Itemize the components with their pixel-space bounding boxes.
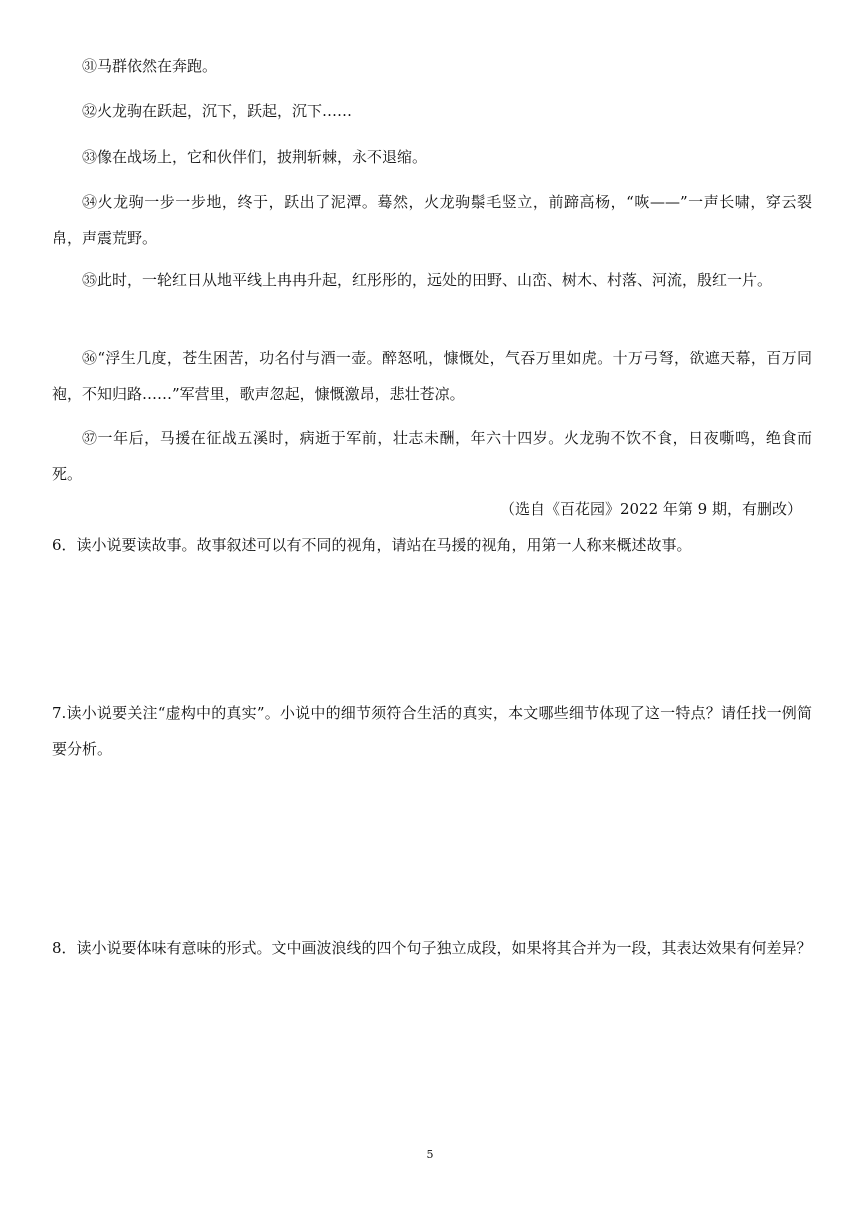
question-7: 7.读小说要关注“虚构中的真实”。小说中的细节须符合生活的真实，本文哪些细节体现了这一特点？请任找一例简要分析。 (52, 704, 812, 758)
passage-paragraph-32: ㉜火龙驹在跃起，沉下，跃起，沉下…… (82, 102, 353, 120)
passage-paragraph-35: ㉟此时，一轮红日从地平线上冉冉升起，红彤彤的，远处的田野、山峦、树木、村落、河流，殷红一片。 (82, 271, 773, 289)
passage-paragraph-33: ㉝像在战场上，它和伙伴们，披荆斩棘，永不退缩。 (82, 148, 428, 166)
question-8: 8．读小说要体味有意味的形式。文中画波浪线的四个句子独立成段，如果将其合并为一段，其表达效果有何差异？ (52, 939, 812, 957)
passage-paragraph-36: ㊱“浮生几度，苍生困苦，功名付与酒一壶。醉怒吼，慷慨处，气吞万里如虎。十万弓弩，欲遮天幕，百万同袍，不知归路……”军营里，歌声忽起，慷慨激昂，悲壮苍凉。 (52, 349, 812, 403)
passage-paragraph-34: ㉞火龙驹一步一步地，终于，跃出了泥潭。蓦然，火龙驹鬃毛竖立，前蹄高杨，“咴——”一声长啸，穿云裂帛，声震荒野。 (52, 193, 812, 247)
page-number: 5 (426, 1148, 434, 1161)
question-6: 6．读小说要读故事。故事叙述可以有不同的视角，请站在马援的视角，用第一人称来概述故事。 (52, 536, 692, 554)
passage-paragraph-37: ㊲一年后，马援在征战五溪时，病逝于军前，壮志未酬，年六十四岁。火龙驹不饮不食，日夜嘶鸣，绝食而死。 (52, 429, 812, 483)
source-citation: （选自《百花园》2022 年第 9 期，有删改） (499, 500, 802, 518)
passage-paragraph-31: ㉛马群依然在奔跑。 (82, 57, 218, 75)
